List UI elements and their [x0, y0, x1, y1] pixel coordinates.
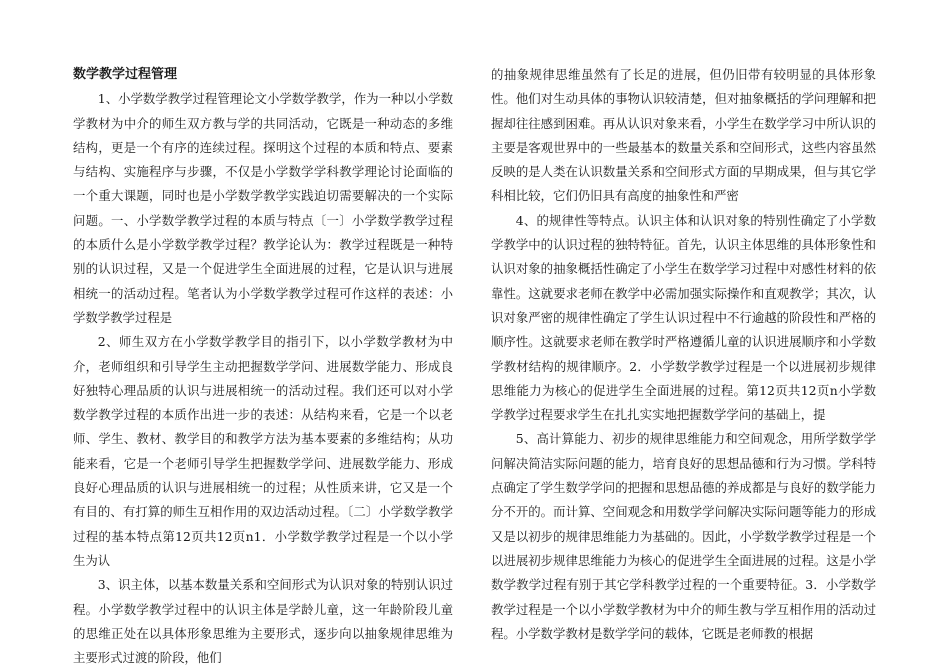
left-column: [73, 63, 453, 670]
paragraph-5: 5、高计算能力、初步的规律思维能力和空间观念，用所学数学学问解决简洁实际问题的能力，培育良好的思想品德和行为习惯。学科特点确定了学生数学学问的把握和思想品德的养成都是与良好的数学能力分不开的。而计算、空间观念和用数学学问解决实际问题等能力的形成又是以初步的规律思维能力为基础的。因此，小学数学教学过程是一个以进展初步规律思维能力为核心的促进学生全面进展的过程。这是小学数学教学过程有别于其它学科教学过程的一个重要特征。3．小学数学教学过程是一个以小学数学教材为中介的师生教与学互相作用的活动过程。小学数学教材是数学学问的载体，它既是老师教的根据: [491, 431, 876, 641]
paragraph-4: 4、的规律性等特点。认识主体和认识对象的特别性确定了小学数学教学中的认识过程的独特特征。首先，认识主体思维的具体形象性和认识对象的抽象概括性确定了小学生在数学学习过程中对感性材料的依靠性。这就要求老师在教学中必需加强实际操作和直观教学；其次，认识对象严密的规律性确定了学生认识过程中不行逾越的阶段性和严格的顺序性。这就要求老师在教学时严格遵循儿童的认识进展顺序和小学数学教材结构的规律顺序。2．小学数学教学过程是一个以进展初步规律思维能力为核心的促进学生全面进展的过程。第12页共12页n小学数学教学过程要求学生在扎扎实实地把握数学学问的基础上，提: [491, 212, 876, 423]
document-title: 数学教学过程管理: [73, 67, 178, 82]
paragraph-2: 2、师生双方在小学数学教学目的指引下，以小学数学教材为中介，老师组织和引导学生主动把握数学学问、进展数学能力、形成良好独特心理品质的认识与进展相统一的活动过程。我们还可以对小学数学教学过程的本质作出进一步的表述：从结构来看，它是一个以老师、学生、教材、教学目的和教学方法为基本要素的多维结构；从功能来看，它是一个老师引导学生把握数学学问、进展数学能力、形成良好心理品质的认识与进展相统一的过程；从性质来讲，它又是一个有目的、有打算的师生互相作用的双边活动过程。〔二〕小学数学教学过程的基本特点第12页共12页n1．小学数学教学过程是一个以小学生为认: [73, 334, 453, 568]
paragraph-3-continued: 的抽象规律思维虽然有了长足的进展，但仍旧带有较明显的具体形象性。他们对生动具体的事物认识较清楚，但对抽象概括的学问理解和把握却往往感到困难。再从认识对象来看，小学生在数学学习中所认识的主要是客观世界中的一些最基本的数量关系和空间形式，这些内容虽然反映的是人类在认识数量关系和空间形式方面的早期成果，但与其它学科相比较，它们仍旧具有高度的抽象性和严密: [491, 67, 876, 204]
right-column: [491, 63, 876, 646]
paragraph-1: 1、小学数学教学过程管理论文小学数学教学，作为一种以小学数学教材为中介的师生双方教与学的共同活动，它既是一种动态的多维结构，更是一个有序的连续过程。探明这个过程的本质和特点、要素与结构、实施程序与步骤，不仅是小学数学学科教学理论讨论面临的一个重大课题，同时也是小学数学教学实践迫切需要解决的一个实际问题。一、小学数学教学过程的本质与特点〔一〕小学数学教学过程的本质什么是小学数学教学过程？教学论认为：教学过程既是一种特别的认识过程，又是一个促进学生全面进展的过程，它是认识与进展相统一的活动过程。笔者认为小学数学教学过程可作这样的表述：小学数学教学过程是: [73, 91, 453, 325]
paragraph-3: 3、识主体，以基本数量关系和空间形式为认识对象的特别认识过程。小学数学教学过程中的认识主体是学龄儿童，这一年龄阶段儿童的思维正处在以具体形象思维为主要形式，逐步向以抽象规律思维为主要形式过渡的阶段，他们: [73, 577, 453, 666]
